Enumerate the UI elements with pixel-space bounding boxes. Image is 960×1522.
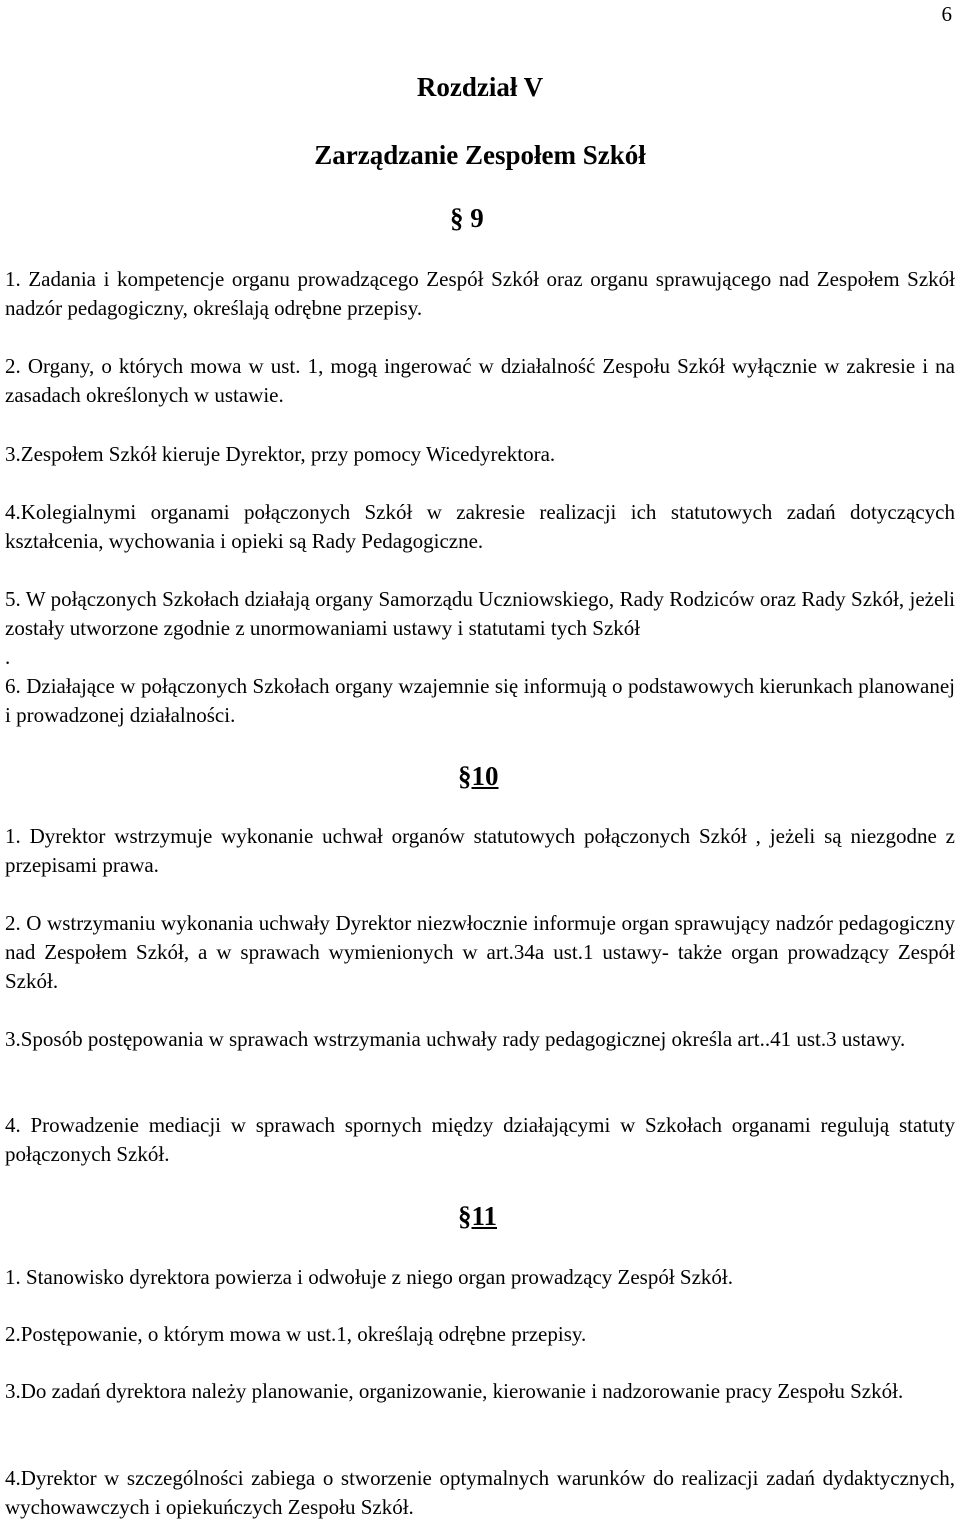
section-symbol: § (450, 203, 464, 233)
section-heading-10 (458, 761, 499, 792)
paragraph: 3.Zespołem Szkół kieruje Dyrektor, przy pomocy Wicedyrektora. (5, 442, 556, 466)
section-symbol: § (458, 761, 472, 791)
section-heading-11 (458, 1201, 497, 1232)
chapter-title: Rozdział V (416, 72, 544, 102)
section-number: 9 (470, 203, 484, 233)
paragraph: 2. Organy, o których mowa w ust. 1, mogą ingerować w działalność Zespołu Szkół wyłącznie w zakresie i na zasadach określonych w ustawie. (5, 354, 955, 407)
paragraph: 4.Kolegialnymi organami połączonych Szkół w zakresie realizacji ich statutowych zadań dotyczących kształcenia, wychowania i opieki są Rady Pedagogiczne. (5, 500, 955, 553)
paragraph: 5. W połączonych Szkołach działają organy Samorządu Uczniowskiego, Rady Rodziców oraz Rady Szkół, jeżeli zostały utworzone zgodnie z unormowaniami ustawy i statutami tych Szkół (5, 587, 955, 640)
paragraph: 1. Stanowisko dyrektora powierza i odwołuje z niego organ prowadzący Zespół Szkół. (5, 1265, 734, 1289)
paragraph: 2. O wstrzymaniu wykonania uchwały Dyrektor niezwłocznie informuje organ sprawujący nadzór pedagogiczny nad Zespołem Szkół, a w sprawach wymienionych w art.34a ust.1 ustawy- także organ prowadzący Zespół Szkół. (5, 911, 955, 993)
chapter-subtitle: Zarządzanie Zespołem Szkół (314, 140, 646, 170)
paragraph: 1. Dyrektor wstrzymuje wykonanie uchwał organów statutowych połączonych Szkół , jeżeli są niezgodne z przepisami prawa. (5, 824, 955, 877)
paragraph: 6. Działające w połączonych Szkołach organy wzajemnie się informują o podstawowych kierunkach planowanej i prowadzonej działalności. (5, 674, 955, 727)
section-symbol: § (458, 1201, 472, 1231)
paragraph: 4. Prowadzenie mediacji w sprawach spornych między działającymi w Szkołach organami regulują statuty połączonych Szkół. (5, 1113, 955, 1166)
section-heading-9 (450, 203, 484, 234)
paragraph: 3.Do zadań dyrektora należy planowanie, organizowanie, kierowanie i nadzorowanie pracy Zespołu Szkół. (5, 1379, 904, 1403)
paragraph: 3.Sposób postępowania w sprawach wstrzymania uchwały rady pedagogicznej określa art..41 ust.3 ustawy. (5, 1027, 906, 1051)
section-number: 11 (471, 1201, 498, 1231)
paragraph: 2.Postępowanie, o którym mowa w ust.1, określają odrębne przepisy. (5, 1322, 587, 1346)
paragraph: . (5, 645, 11, 669)
page-number: 6 (941, 2, 952, 26)
paragraph: 1. Zadania i kompetencje organu prowadzącego Zespół Szkół oraz organu sprawującego nad Zespołem Szkół nadzór pedagogiczny, określają odrębne przepisy. (5, 267, 955, 320)
section-number: 10 (471, 761, 499, 791)
paragraph: 4.Dyrektor w szczególności zabiega o stworzenie optymalnych warunków do realizacji zadań dydaktycznych, wychowawczych i opiekuńczych Zespołu Szkół. (5, 1466, 955, 1519)
